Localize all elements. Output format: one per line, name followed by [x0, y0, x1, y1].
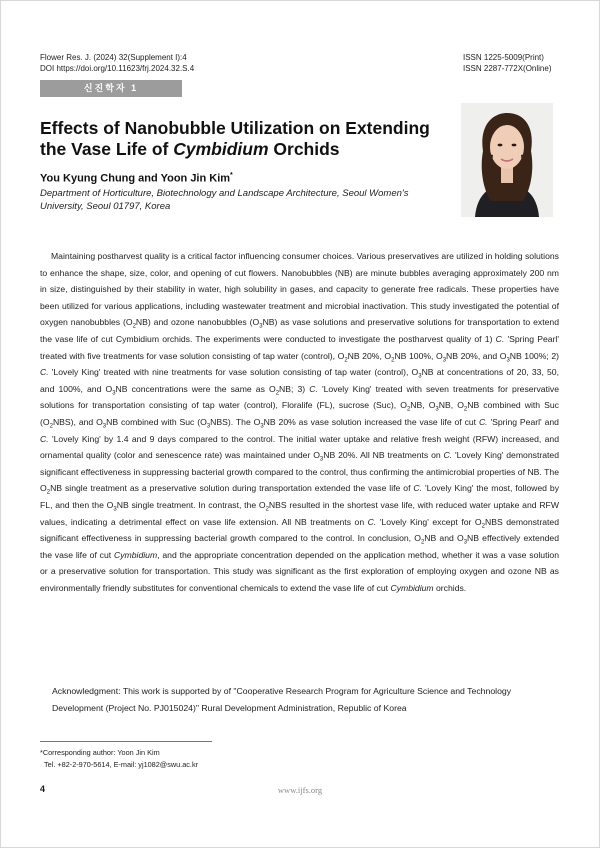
- abstract-segment: 'Lovely King' the most, followed by FL, and then the O: [40, 483, 560, 510]
- footnote-divider: [40, 741, 212, 742]
- abstract-segment: NB 20%, O: [347, 350, 392, 361]
- contact-info[interactable]: Tel. +82-2-970-5614, E-mail: yj1082@swu.ac.kr: [44, 760, 199, 769]
- abstract-segment: NB effectively extended the vase life of cut: [40, 533, 559, 560]
- journal-header-right: [463, 52, 552, 74]
- abstract-segment: NBS demonstrated significant effectiveness in suppressing bacterial growth compared to the control. In conclusion, O: [40, 516, 559, 544]
- abstract-segment: C.: [367, 516, 377, 527]
- abstract-text: [40, 248, 559, 596]
- section-label: 신진학자 1: [40, 80, 182, 97]
- issn-online: ISSN 2287-772X(Online): [463, 64, 552, 73]
- abstract-segment: 2: [391, 357, 395, 364]
- acknowledgment: [52, 683, 557, 716]
- abstract-segment: NB, O: [438, 400, 464, 411]
- abstract-segment: NB 20%, and O: [446, 350, 507, 361]
- abstract-segment: NB) and ozone nanobubbles (O: [135, 317, 260, 328]
- issn-print: ISSN 1225-5009(Print): [463, 53, 544, 62]
- abstract-segment: 3: [442, 357, 447, 364]
- abstract-segment: C.: [495, 333, 505, 344]
- abstract-segment: 3: [319, 456, 324, 463]
- article-title: [40, 118, 460, 160]
- abstract-segment: NB; 3): [279, 383, 310, 394]
- author-photo: [461, 103, 553, 217]
- abstract-segment: , and the appropriate concentration depended on the application method, whether it was a vase solution or a preservative solution for transportation. This study was significant as the first exploration of employing oxygen and ozone NB as environmentally friendly substitutes for conventional chemicals to extend the vase life of cut: [40, 549, 559, 593]
- abstract-segment: Maintaining postharvest quality is a critical factor influencing consumer choices. Various preservatives are utilized in holding solutions to enhance the shape, size, color, and opening of cut flowers. Nanobubbles (NB) are minute bubbles averaging approximately 200 nm in size, distinguished by their stability in water, high solubility in gases, and capacity to generate free radicals. These properties have been utilized for various applications, including wastewater treatment and microbial inactivation. This study investigated the potential of oxygen nanobubbles (O: [40, 251, 559, 328]
- abstract-segment: NBS). The O: [210, 416, 261, 427]
- abstract-segment: NB 20%. All NB treatments on: [323, 450, 444, 461]
- abstract-segment: 2: [481, 523, 485, 530]
- abstract-segment: NB, O: [410, 400, 436, 411]
- abstract-segment: 2: [132, 324, 136, 331]
- page-number: 4: [40, 784, 46, 794]
- title-part-1: Effects of Nanobubble Utilization on Extending the Vase Life of: [40, 118, 430, 159]
- journal-citation: Flower Res. J. (2024) 32(Supplement I):4: [40, 53, 187, 62]
- abstract-segment: 3: [260, 423, 264, 430]
- abstract-segment: 2: [265, 506, 269, 513]
- acknowledgment-label: Acknowledgment:: [52, 686, 121, 696]
- abstract-segment: Cymbidium: [390, 582, 434, 593]
- abstract-segment: 'Lovely King' treated with nine treatments for vase solution consisting of tap water (control), O: [48, 367, 419, 378]
- abstract-segment: NB) as vase solutions and preservative solutions for transportation to extend the vase life of cut Cymbidium orchids. The experiments were conducted to investigate the postharvest quality of 1): [40, 317, 559, 344]
- abstract-segment: 'Lovely King' except for O: [376, 516, 482, 527]
- abstract-segment: 'Lovely King' treated with seven treatments for preservative solutions for transportation consisting of tap water (control), Floralife (FL), sucrose (Suc), O: [40, 383, 559, 411]
- abstract-segment: 2: [275, 390, 280, 397]
- abstract-segment: 2: [344, 357, 348, 364]
- corresponding-marker: *: [230, 172, 233, 179]
- acknowledgment-text: This work is supported by of "Cooperative Research Program for Agriculture Science and Technology Development (Project No. PJ015024)" Rural Development Administration, Republic of Korea: [52, 686, 512, 713]
- abstract-segment: C.: [478, 416, 488, 427]
- abstract-segment: NBS resulted in the shortest vase life, with reduced water uptake and RFW values, indicating a detrimental effect on vase life extension. All NB treatments on: [40, 499, 559, 527]
- abstract-segment: NB and O: [424, 533, 464, 544]
- abstract-segment: NB combined with Suc (O: [40, 400, 559, 427]
- corresponding-author: *Corresponding author: Yoon Jin Kim: [40, 748, 160, 757]
- abstract-segment: 'Spring Pearl' and: [487, 416, 559, 427]
- abstract-segment: NBS), and O: [52, 416, 103, 427]
- abstract-segment: C.: [309, 383, 318, 394]
- abstract-segment: 3: [463, 539, 468, 546]
- abstract-segment: Cymbidium: [114, 549, 158, 560]
- abstract-segment: 2: [406, 407, 411, 414]
- abstract-segment: C.: [443, 450, 453, 461]
- title-italic: Cymbidium: [173, 139, 269, 159]
- abstract-segment: NB 20% as vase solution increased the vase life of cut: [263, 416, 479, 427]
- abstract-segment: C.: [40, 367, 49, 378]
- affiliation: Department of Horticulture, Biotechnology and Landscape Architecture, Seoul Women's University, Seoul 01797, Korea: [40, 188, 409, 212]
- journal-website[interactable]: www.ijfs.org: [277, 785, 323, 795]
- abstract-segment: NB 100%, O: [394, 350, 443, 361]
- abstract-segment: 3: [113, 506, 117, 513]
- footnote: [40, 747, 198, 771]
- author-names: You Kyung Chung and Yoon Jin Kim: [40, 172, 231, 185]
- abstract-segment: 'Lovely King' by 1.4 and 9 days compared to the control. The initial water uptake and relative fresh weight (RFW) increased, and ornamental quality (color and senescence rate) was maintained under O: [40, 433, 559, 461]
- journal-header-left: [40, 52, 194, 74]
- title-part-2: Orchids: [268, 139, 340, 159]
- abstract-segment: 3: [418, 373, 422, 380]
- abstract-segment: 3: [435, 407, 439, 414]
- abstract-segment: 2: [46, 490, 51, 497]
- abstract-segment: NB 100%; 2): [509, 350, 559, 361]
- doi-line[interactable]: DOI https://doi.org/10.11623/frj.2024.32.S.4: [40, 64, 195, 73]
- abstract-segment: NB combined with Suc (O: [106, 416, 207, 427]
- abstract-segment: 2: [420, 539, 425, 546]
- abstract-segment: orchids.: [433, 582, 467, 593]
- author-list: [40, 172, 233, 185]
- abstract-segment: 3: [259, 324, 263, 331]
- abstract-segment: 'Lovely King' demonstrated significant effectiveness in suppressing bacterial growth compared to the control, thus confirming the antimicrobial properties of NB. The O: [40, 450, 560, 494]
- abstract-segment: NB single treatment. In contrast, the O: [116, 499, 266, 510]
- abstract-segment: C.: [413, 483, 423, 494]
- abstract-segment: 2: [463, 407, 468, 414]
- abstract-segment: C.: [40, 433, 49, 444]
- abstract-segment: 'Spring Pearl' treated with five treatments for vase solution consisting of tap water (control), O: [40, 333, 559, 361]
- abstract-segment: NB concentrations were the same as O: [115, 383, 276, 394]
- abstract-segment: NB single treatment as a preservative solution during transportation extended the vase life of: [50, 483, 414, 494]
- abstract-segment: 3: [102, 423, 107, 430]
- abstract-segment: 3: [506, 357, 510, 364]
- abstract-segment: 2: [49, 423, 53, 430]
- abstract-segment: NB at concentrations of 20, 33, 50, and 100%, and O: [40, 367, 559, 394]
- abstract-segment: 3: [206, 423, 211, 430]
- abstract-segment: 3: [112, 390, 116, 397]
